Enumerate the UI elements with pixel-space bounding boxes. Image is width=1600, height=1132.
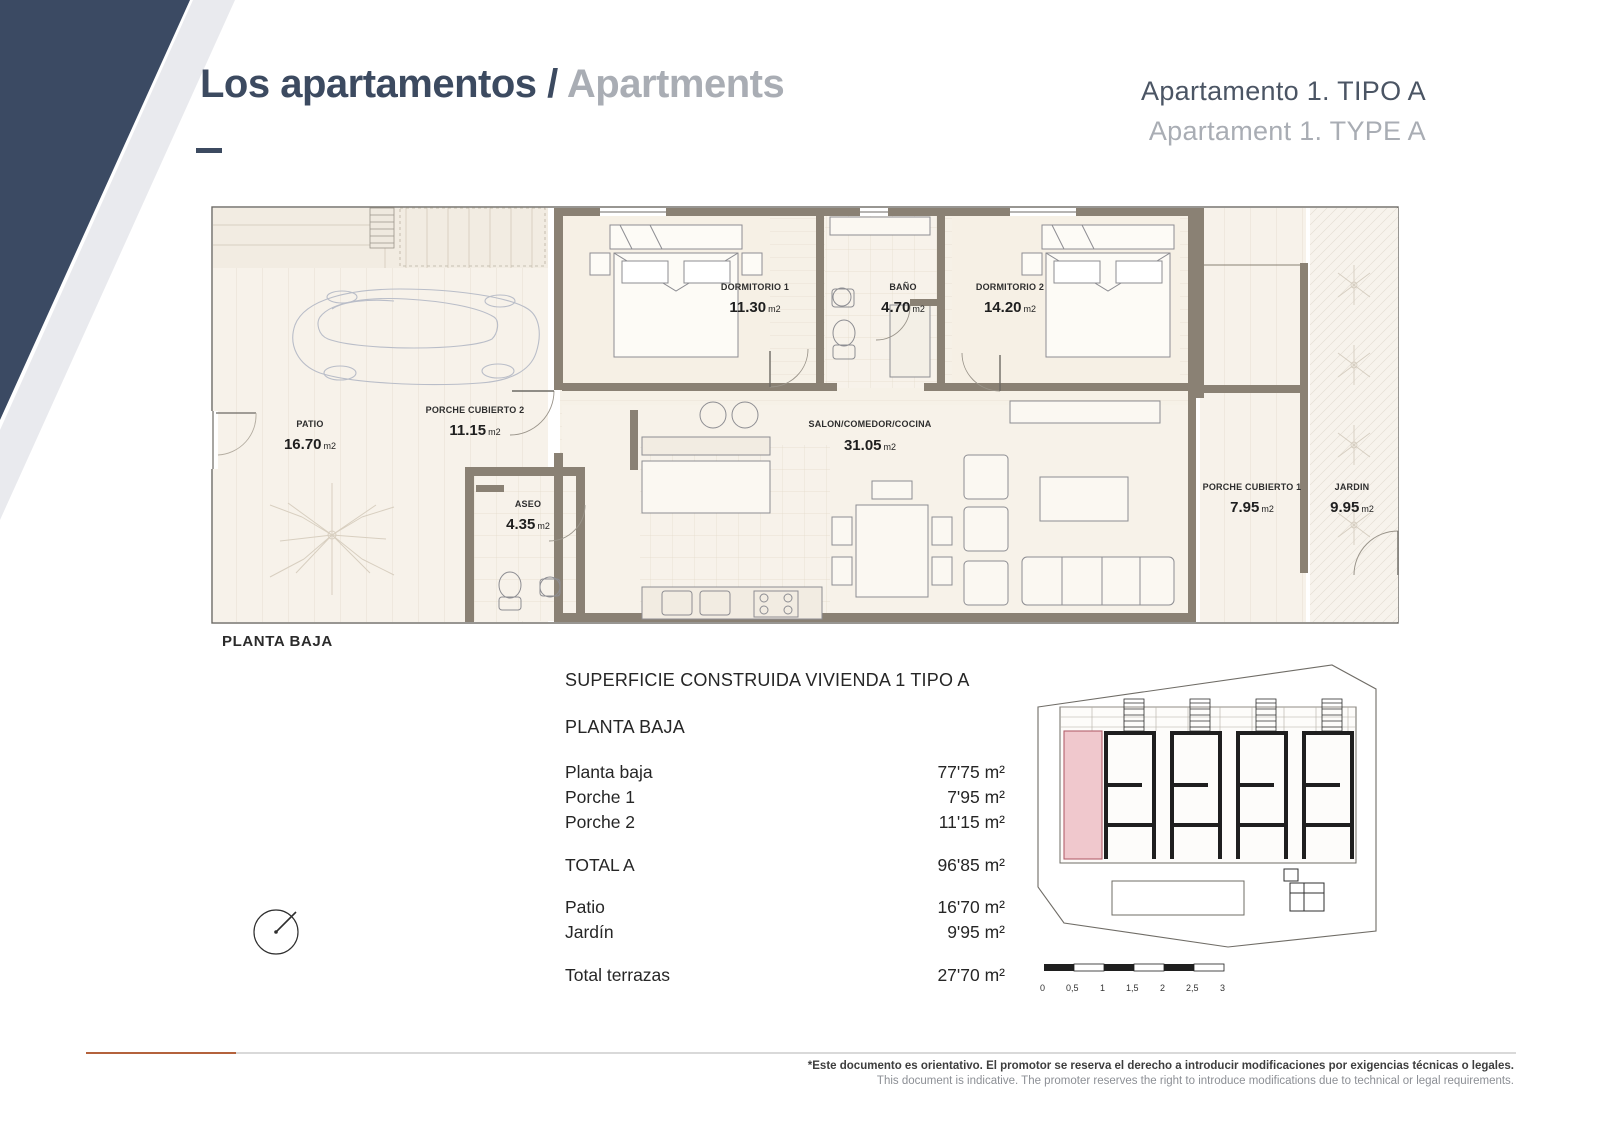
room-label-porche2-area: 11.15 m2 bbox=[449, 422, 501, 439]
area-row-label: Planta baja bbox=[565, 762, 653, 782]
area-row-label: Porche 2 bbox=[565, 811, 636, 832]
area-row-value: 7'95 m² bbox=[947, 786, 1005, 807]
area-total-value: 96'85 m² bbox=[937, 854, 1005, 875]
area-row-label: Jardín bbox=[565, 922, 614, 943]
room-label-dormitorio2-area: 14.20 m2 bbox=[983, 299, 1037, 316]
highlighted-unit bbox=[1064, 731, 1102, 859]
area-row bbox=[565, 810, 1005, 835]
unit-heading-en: Apartament 1. TYPE A bbox=[1148, 116, 1426, 146]
area-row-label: Porche 1 bbox=[565, 786, 636, 807]
scale-tick: 1,5 bbox=[1126, 983, 1139, 993]
scale-tick: 3 bbox=[1220, 983, 1226, 993]
disclaimer-es: *Este documento es orientativo. El promotor se reserva el derecho a introducir modificaciones por exigencias técnicas o legales. bbox=[807, 1060, 1514, 1072]
area-row bbox=[565, 785, 1005, 810]
room-label-dormitorio1-name: DORMITORIO 1 bbox=[720, 282, 790, 292]
page-title-en: Apartments bbox=[566, 62, 785, 106]
room-label-patio-area: 16.70 m2 bbox=[283, 436, 337, 453]
room-label-salon-name: SALON/COMEDOR/COCINA bbox=[808, 419, 932, 429]
scale-tick: 1 bbox=[1100, 983, 1106, 993]
room-label-salon-area: 31.05 m2 bbox=[843, 437, 897, 454]
room-label-patio-name: PATIO bbox=[296, 419, 324, 429]
scale-bar bbox=[1040, 962, 1260, 997]
area-row bbox=[565, 760, 1005, 785]
room-label-aseo-area: 4.35 m2 bbox=[506, 516, 550, 533]
footer-disclaimer bbox=[808, 1060, 1514, 1087]
room-label-porche1-area: 7.95 m2 bbox=[1230, 499, 1274, 516]
area-row-value: 11'15 m² bbox=[938, 811, 1005, 832]
room-label-dormitorio2-name: DORMITORIO 2 bbox=[975, 282, 1045, 292]
area-schedule bbox=[565, 670, 1005, 988]
area-schedule-title: SUPERFICIE CONSTRUIDA VIVIENDA 1 TIPO A bbox=[565, 670, 970, 690]
north-arrow-icon bbox=[248, 900, 308, 965]
footer-divider bbox=[86, 1052, 1516, 1054]
scale-tick: 0 bbox=[1040, 983, 1046, 993]
area-row-value: 9'95 m² bbox=[947, 922, 1005, 943]
area-terraces-row bbox=[565, 963, 1005, 988]
scale-tick: 2 bbox=[1160, 983, 1166, 993]
room-label-porche1-name: PORCHE CUBIERTO 1 bbox=[1202, 482, 1302, 492]
area-row-value: 77'75 m² bbox=[937, 762, 1005, 782]
key-plan bbox=[1032, 655, 1382, 955]
scale-tick: 2,5 bbox=[1186, 983, 1199, 993]
room-label-jardin-area: 9.95 m2 bbox=[1330, 499, 1374, 516]
floor-plan-drawing bbox=[210, 205, 1400, 625]
area-row bbox=[565, 895, 1005, 920]
unit-heading-es: Apartamento 1. TIPO A bbox=[1141, 76, 1426, 106]
floor-caption: PLANTA BAJA bbox=[222, 633, 333, 650]
title-underline-dash bbox=[196, 148, 222, 153]
room-label-jardin-name: JARDIN bbox=[1334, 482, 1370, 492]
room-label-dormitorio1-area: 11.30 m2 bbox=[729, 299, 781, 316]
room-label-aseo-name: ASEO bbox=[514, 499, 542, 509]
room-label-bano-area: 4.70 m2 bbox=[881, 299, 925, 316]
area-row-label: Patio bbox=[565, 897, 605, 918]
page-title bbox=[200, 62, 784, 107]
area-terraces-label: Total terrazas bbox=[565, 965, 671, 986]
page-title-separator: / bbox=[547, 62, 558, 106]
unit-heading bbox=[1141, 76, 1426, 147]
room-label-porche2-name: PORCHE CUBIERTO 2 bbox=[425, 405, 525, 415]
area-total-row bbox=[565, 853, 1005, 878]
scale-tick: 0,5 bbox=[1066, 983, 1079, 993]
area-row-value: 16'70 m² bbox=[937, 897, 1005, 918]
area-row bbox=[565, 920, 1005, 945]
room-label-bano-name: BAÑO bbox=[889, 282, 917, 292]
area-terraces-value: 27'70 m² bbox=[937, 965, 1005, 986]
area-schedule-subtitle: PLANTA BAJA bbox=[565, 717, 685, 737]
disclaimer-en: This document is indicative. The promoter reserves the right to introduce modifications due to technical or legal requirements. bbox=[876, 1075, 1514, 1087]
page-title-es: Los apartamentos bbox=[200, 62, 537, 106]
area-total-label: TOTAL A bbox=[565, 854, 635, 875]
